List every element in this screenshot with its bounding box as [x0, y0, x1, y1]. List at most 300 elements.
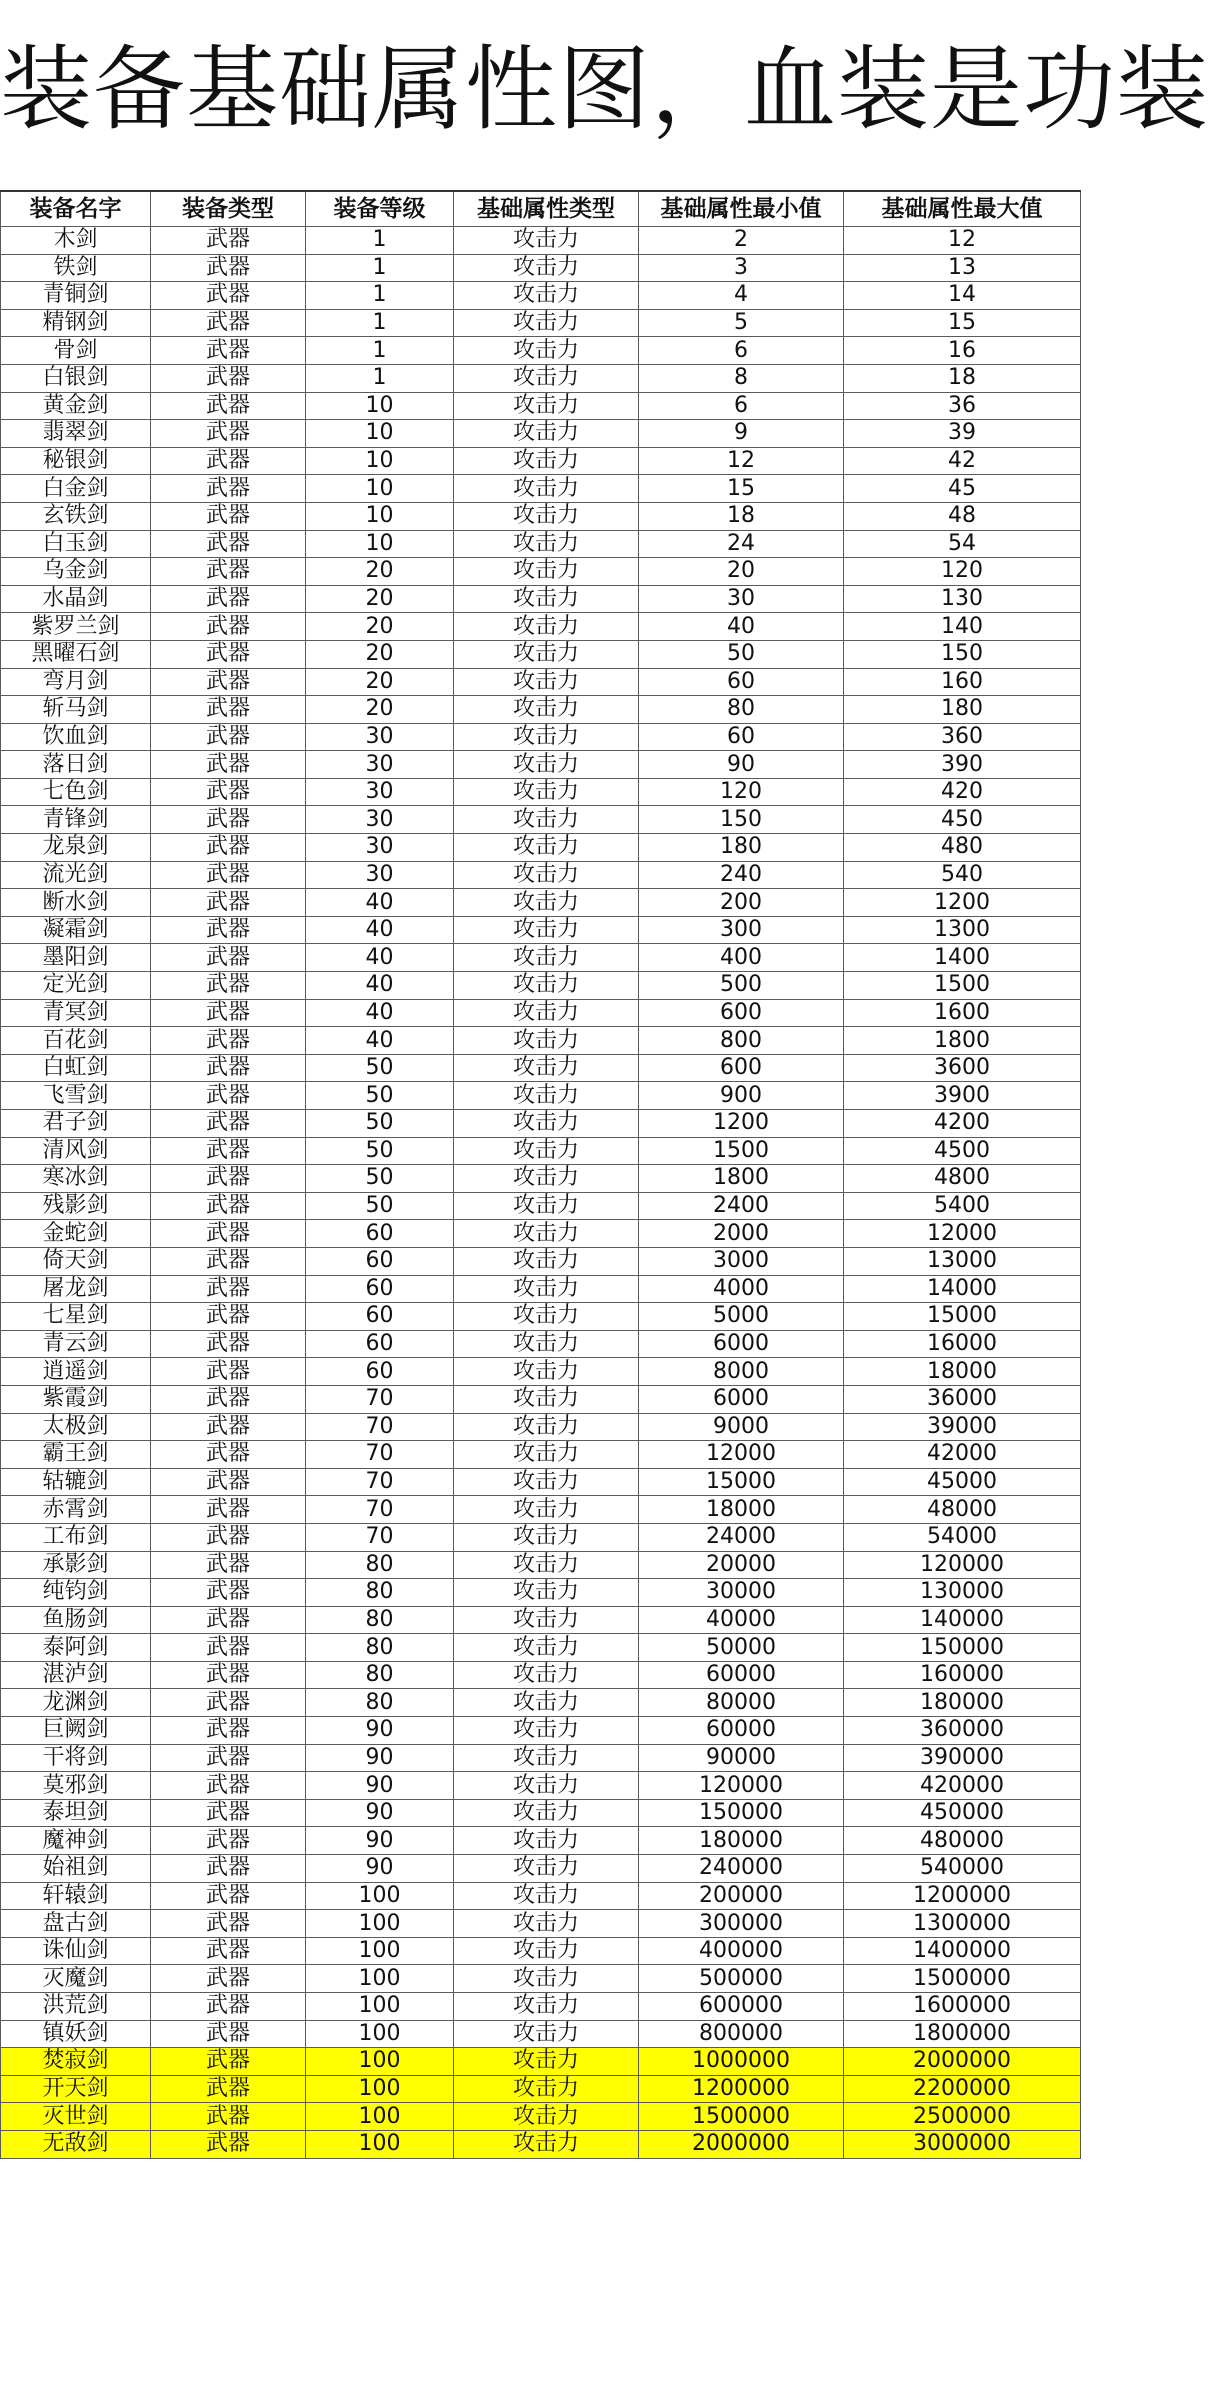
cell-attr-type[interactable]: 攻击力: [454, 1772, 639, 1800]
cell-attr-max[interactable]: 140: [844, 613, 1081, 641]
cell-name[interactable]: 太极剑: [1, 1413, 151, 1441]
cell-attr-type[interactable]: 攻击力: [454, 1882, 639, 1910]
cell-attr-max[interactable]: 16: [844, 337, 1081, 365]
cell-name[interactable]: 翡翠剑: [1, 420, 151, 448]
cell-attr-max[interactable]: 4500: [844, 1137, 1081, 1165]
cell-attr-type[interactable]: 攻击力: [454, 1717, 639, 1745]
cell-attr-min[interactable]: 3000: [639, 1247, 844, 1275]
cell-attr-min[interactable]: 5: [639, 309, 844, 337]
cell-type[interactable]: 武器: [151, 1744, 306, 1772]
cell-name[interactable]: 青铜剑: [1, 282, 151, 310]
cell-attr-max[interactable]: 12000: [844, 1220, 1081, 1248]
cell-attr-type[interactable]: 攻击力: [454, 1744, 639, 1772]
cell-attr-type[interactable]: 攻击力: [454, 1579, 639, 1607]
table-row[interactable]: [1, 254, 1081, 282]
cell-name[interactable]: 轩辕剑: [1, 1882, 151, 1910]
cell-name[interactable]: 七星剑: [1, 1303, 151, 1331]
cell-level[interactable]: 40: [306, 972, 454, 1000]
cell-type[interactable]: 武器: [151, 558, 306, 586]
cell-attr-type[interactable]: 攻击力: [454, 2075, 639, 2103]
cell-type[interactable]: 武器: [151, 1385, 306, 1413]
cell-name[interactable]: 湛泸剑: [1, 1661, 151, 1689]
cell-name[interactable]: 金蛇剑: [1, 1220, 151, 1248]
cell-level[interactable]: 20: [306, 668, 454, 696]
table-row[interactable]: [1, 806, 1081, 834]
cell-name[interactable]: 魔神剑: [1, 1827, 151, 1855]
cell-attr-min[interactable]: 1500000: [639, 2103, 844, 2131]
cell-attr-max[interactable]: 5400: [844, 1192, 1081, 1220]
table-row[interactable]: [1, 1827, 1081, 1855]
cell-name[interactable]: 工布剑: [1, 1523, 151, 1551]
table-row[interactable]: [1, 1744, 1081, 1772]
cell-level[interactable]: 90: [306, 1717, 454, 1745]
cell-type[interactable]: 武器: [151, 254, 306, 282]
cell-name[interactable]: 赤霄剑: [1, 1496, 151, 1524]
cell-attr-min[interactable]: 800: [639, 1027, 844, 1055]
cell-attr-min[interactable]: 4: [639, 282, 844, 310]
cell-attr-type[interactable]: 攻击力: [454, 1385, 639, 1413]
cell-type[interactable]: 武器: [151, 1689, 306, 1717]
header-name[interactable]: 装备名字: [1, 191, 151, 227]
cell-name[interactable]: 白虹剑: [1, 1054, 151, 1082]
cell-type[interactable]: 武器: [151, 1054, 306, 1082]
cell-name[interactable]: 逍遥剑: [1, 1358, 151, 1386]
cell-type[interactable]: 武器: [151, 1882, 306, 1910]
cell-attr-type[interactable]: 攻击力: [454, 2020, 639, 2048]
table-row[interactable]: [1, 1689, 1081, 1717]
cell-attr-type[interactable]: 攻击力: [454, 227, 639, 255]
cell-attr-max[interactable]: 130000: [844, 1579, 1081, 1607]
cell-attr-min[interactable]: 60000: [639, 1717, 844, 1745]
cell-attr-max[interactable]: 13: [844, 254, 1081, 282]
cell-attr-min[interactable]: 15: [639, 475, 844, 503]
table-row[interactable]: [1, 558, 1081, 586]
cell-attr-type[interactable]: 攻击力: [454, 1165, 639, 1193]
table-row[interactable]: [1, 1772, 1081, 1800]
cell-type[interactable]: 武器: [151, 1303, 306, 1331]
cell-type[interactable]: 武器: [151, 1027, 306, 1055]
cell-type[interactable]: 武器: [151, 530, 306, 558]
cell-level[interactable]: 20: [306, 696, 454, 724]
cell-attr-min[interactable]: 600: [639, 999, 844, 1027]
cell-type[interactable]: 武器: [151, 2048, 306, 2076]
cell-attr-min[interactable]: 4000: [639, 1275, 844, 1303]
cell-name[interactable]: 白玉剑: [1, 530, 151, 558]
cell-attr-max[interactable]: 480: [844, 834, 1081, 862]
cell-type[interactable]: 武器: [151, 696, 306, 724]
cell-type[interactable]: 武器: [151, 1165, 306, 1193]
table-row[interactable]: [1, 1799, 1081, 1827]
cell-level[interactable]: 70: [306, 1523, 454, 1551]
cell-attr-type[interactable]: 攻击力: [454, 282, 639, 310]
cell-type[interactable]: 武器: [151, 475, 306, 503]
cell-attr-max[interactable]: 480000: [844, 1827, 1081, 1855]
cell-level[interactable]: 30: [306, 806, 454, 834]
cell-name[interactable]: 轱辘剑: [1, 1468, 151, 1496]
table-row[interactable]: [1, 1027, 1081, 1055]
cell-attr-type[interactable]: 攻击力: [454, 364, 639, 392]
cell-type[interactable]: 武器: [151, 1965, 306, 1993]
cell-type[interactable]: 武器: [151, 2130, 306, 2158]
table-row[interactable]: [1, 668, 1081, 696]
cell-attr-max[interactable]: 54000: [844, 1523, 1081, 1551]
cell-attr-min[interactable]: 60000: [639, 1661, 844, 1689]
cell-attr-min[interactable]: 2400: [639, 1192, 844, 1220]
cell-type[interactable]: 武器: [151, 1910, 306, 1938]
cell-type[interactable]: 武器: [151, 1330, 306, 1358]
cell-attr-min[interactable]: 9: [639, 420, 844, 448]
cell-level[interactable]: 100: [306, 1910, 454, 1938]
table-row[interactable]: [1, 530, 1081, 558]
cell-attr-max[interactable]: 180000: [844, 1689, 1081, 1717]
cell-name[interactable]: 焚寂剑: [1, 2048, 151, 2076]
table-row[interactable]: [1, 1192, 1081, 1220]
cell-name[interactable]: 无敌剑: [1, 2130, 151, 2158]
cell-attr-type[interactable]: 攻击力: [454, 530, 639, 558]
table-row[interactable]: [1, 392, 1081, 420]
cell-level[interactable]: 50: [306, 1192, 454, 1220]
cell-attr-type[interactable]: 攻击力: [454, 1413, 639, 1441]
cell-type[interactable]: 武器: [151, 916, 306, 944]
table-row[interactable]: [1, 861, 1081, 889]
cell-attr-type[interactable]: 攻击力: [454, 1523, 639, 1551]
cell-level[interactable]: 60: [306, 1220, 454, 1248]
cell-attr-min[interactable]: 9000: [639, 1413, 844, 1441]
cell-name[interactable]: 百花剑: [1, 1027, 151, 1055]
cell-attr-type[interactable]: 攻击力: [454, 475, 639, 503]
cell-level[interactable]: 100: [306, 2075, 454, 2103]
table-row[interactable]: [1, 1110, 1081, 1138]
cell-attr-max[interactable]: 1200: [844, 889, 1081, 917]
cell-type[interactable]: 武器: [151, 420, 306, 448]
table-row[interactable]: [1, 282, 1081, 310]
cell-level[interactable]: 100: [306, 2020, 454, 2048]
cell-attr-type[interactable]: 攻击力: [454, 1054, 639, 1082]
cell-level[interactable]: 90: [306, 1744, 454, 1772]
cell-attr-max[interactable]: 36: [844, 392, 1081, 420]
cell-type[interactable]: 武器: [151, 337, 306, 365]
cell-attr-max[interactable]: 16000: [844, 1330, 1081, 1358]
cell-attr-type[interactable]: 攻击力: [454, 696, 639, 724]
cell-level[interactable]: 40: [306, 999, 454, 1027]
table-row[interactable]: [1, 447, 1081, 475]
cell-attr-type[interactable]: 攻击力: [454, 751, 639, 779]
cell-attr-type[interactable]: 攻击力: [454, 889, 639, 917]
cell-type[interactable]: 武器: [151, 1137, 306, 1165]
cell-attr-max[interactable]: 15: [844, 309, 1081, 337]
cell-attr-min[interactable]: 12: [639, 447, 844, 475]
table-row[interactable]: [1, 1937, 1081, 1965]
cell-name[interactable]: 纯钧剑: [1, 1579, 151, 1607]
cell-level[interactable]: 60: [306, 1303, 454, 1331]
cell-type[interactable]: 武器: [151, 2075, 306, 2103]
table-row[interactable]: [1, 227, 1081, 255]
cell-level[interactable]: 50: [306, 1110, 454, 1138]
cell-name[interactable]: 定光剑: [1, 972, 151, 1000]
cell-name[interactable]: 白银剑: [1, 364, 151, 392]
cell-name[interactable]: 骨剑: [1, 337, 151, 365]
cell-attr-type[interactable]: 攻击力: [454, 2130, 639, 2158]
cell-type[interactable]: 武器: [151, 1275, 306, 1303]
table-row[interactable]: [1, 420, 1081, 448]
cell-name[interactable]: 龙泉剑: [1, 834, 151, 862]
cell-attr-max[interactable]: 420000: [844, 1772, 1081, 1800]
cell-attr-min[interactable]: 40: [639, 613, 844, 641]
cell-type[interactable]: 武器: [151, 1082, 306, 1110]
cell-name[interactable]: 青云剑: [1, 1330, 151, 1358]
cell-name[interactable]: 流光剑: [1, 861, 151, 889]
cell-name[interactable]: 黄金剑: [1, 392, 151, 420]
cell-attr-min[interactable]: 50000: [639, 1634, 844, 1662]
cell-attr-type[interactable]: 攻击力: [454, 1468, 639, 1496]
cell-name[interactable]: 诛仙剑: [1, 1937, 151, 1965]
cell-attr-min[interactable]: 400: [639, 944, 844, 972]
cell-attr-max[interactable]: 160000: [844, 1661, 1081, 1689]
cell-type[interactable]: 武器: [151, 1441, 306, 1469]
table-row[interactable]: [1, 723, 1081, 751]
cell-attr-min[interactable]: 200: [639, 889, 844, 917]
cell-attr-max[interactable]: 390000: [844, 1744, 1081, 1772]
cell-type[interactable]: 武器: [151, 1827, 306, 1855]
cell-attr-type[interactable]: 攻击力: [454, 1441, 639, 1469]
cell-name[interactable]: 玄铁剑: [1, 502, 151, 530]
cell-type[interactable]: 武器: [151, 1468, 306, 1496]
cell-attr-max[interactable]: 540: [844, 861, 1081, 889]
cell-type[interactable]: 武器: [151, 1413, 306, 1441]
cell-level[interactable]: 40: [306, 916, 454, 944]
cell-level[interactable]: 60: [306, 1330, 454, 1358]
cell-name[interactable]: 墨阳剑: [1, 944, 151, 972]
cell-attr-max[interactable]: 18000: [844, 1358, 1081, 1386]
cell-level[interactable]: 100: [306, 1993, 454, 2021]
cell-name[interactable]: 木剑: [1, 227, 151, 255]
cell-attr-min[interactable]: 12000: [639, 1441, 844, 1469]
cell-attr-max[interactable]: 3600: [844, 1054, 1081, 1082]
cell-level[interactable]: 20: [306, 585, 454, 613]
cell-attr-type[interactable]: 攻击力: [454, 1082, 639, 1110]
table-row[interactable]: [1, 2075, 1081, 2103]
cell-name[interactable]: 凝霜剑: [1, 916, 151, 944]
cell-attr-min[interactable]: 1200000: [639, 2075, 844, 2103]
cell-attr-min[interactable]: 18: [639, 502, 844, 530]
cell-level[interactable]: 10: [306, 420, 454, 448]
cell-attr-max[interactable]: 1600000: [844, 1993, 1081, 2021]
cell-level[interactable]: 80: [306, 1606, 454, 1634]
table-row[interactable]: [1, 1413, 1081, 1441]
cell-attr-max[interactable]: 360: [844, 723, 1081, 751]
cell-level[interactable]: 80: [306, 1579, 454, 1607]
cell-type[interactable]: 武器: [151, 1772, 306, 1800]
table-row[interactable]: [1, 778, 1081, 806]
cell-attr-min[interactable]: 600: [639, 1054, 844, 1082]
cell-attr-type[interactable]: 攻击力: [454, 1220, 639, 1248]
table-row[interactable]: [1, 1717, 1081, 1745]
cell-attr-type[interactable]: 攻击力: [454, 723, 639, 751]
cell-attr-min[interactable]: 200000: [639, 1882, 844, 1910]
cell-attr-type[interactable]: 攻击力: [454, 337, 639, 365]
cell-name[interactable]: 黑曜石剑: [1, 640, 151, 668]
cell-type[interactable]: 武器: [151, 1496, 306, 1524]
cell-attr-type[interactable]: 攻击力: [454, 1634, 639, 1662]
cell-name[interactable]: 镇妖剑: [1, 2020, 151, 2048]
cell-type[interactable]: 武器: [151, 944, 306, 972]
cell-level[interactable]: 70: [306, 1468, 454, 1496]
table-row[interactable]: [1, 999, 1081, 1027]
cell-level[interactable]: 30: [306, 778, 454, 806]
cell-level[interactable]: 1: [306, 282, 454, 310]
cell-name[interactable]: 乌金剑: [1, 558, 151, 586]
cell-type[interactable]: 武器: [151, 778, 306, 806]
cell-name[interactable]: 白金剑: [1, 475, 151, 503]
cell-type[interactable]: 武器: [151, 282, 306, 310]
cell-level[interactable]: 100: [306, 2048, 454, 2076]
cell-attr-min[interactable]: 30: [639, 585, 844, 613]
cell-type[interactable]: 武器: [151, 613, 306, 641]
table-row[interactable]: [1, 585, 1081, 613]
cell-name[interactable]: 泰阿剑: [1, 1634, 151, 1662]
cell-attr-min[interactable]: 1200: [639, 1110, 844, 1138]
cell-attr-min[interactable]: 60: [639, 668, 844, 696]
cell-name[interactable]: 精钢剑: [1, 309, 151, 337]
cell-attr-type[interactable]: 攻击力: [454, 420, 639, 448]
cell-attr-min[interactable]: 2: [639, 227, 844, 255]
cell-level[interactable]: 70: [306, 1385, 454, 1413]
cell-attr-max[interactable]: 12: [844, 227, 1081, 255]
cell-level[interactable]: 10: [306, 530, 454, 558]
cell-attr-type[interactable]: 攻击力: [454, 861, 639, 889]
cell-name[interactable]: 饮血剑: [1, 723, 151, 751]
table-row[interactable]: [1, 889, 1081, 917]
cell-type[interactable]: 武器: [151, 2103, 306, 2131]
cell-attr-max[interactable]: 140000: [844, 1606, 1081, 1634]
cell-type[interactable]: 武器: [151, 1717, 306, 1745]
cell-level[interactable]: 20: [306, 613, 454, 641]
cell-attr-min[interactable]: 240: [639, 861, 844, 889]
cell-name[interactable]: 水晶剑: [1, 585, 151, 613]
cell-attr-type[interactable]: 攻击力: [454, 640, 639, 668]
cell-attr-max[interactable]: 48: [844, 502, 1081, 530]
table-row[interactable]: [1, 337, 1081, 365]
cell-attr-max[interactable]: 14000: [844, 1275, 1081, 1303]
cell-attr-type[interactable]: 攻击力: [454, 1965, 639, 1993]
cell-name[interactable]: 落日剑: [1, 751, 151, 779]
cell-attr-type[interactable]: 攻击力: [454, 1799, 639, 1827]
cell-level[interactable]: 60: [306, 1358, 454, 1386]
cell-attr-max[interactable]: 3900: [844, 1082, 1081, 1110]
table-row[interactable]: [1, 613, 1081, 641]
cell-attr-min[interactable]: 900: [639, 1082, 844, 1110]
cell-attr-type[interactable]: 攻击力: [454, 1137, 639, 1165]
cell-attr-max[interactable]: 1200000: [844, 1882, 1081, 1910]
cell-attr-min[interactable]: 800000: [639, 2020, 844, 2048]
cell-attr-max[interactable]: 39000: [844, 1413, 1081, 1441]
cell-attr-type[interactable]: 攻击力: [454, 1110, 639, 1138]
table-row[interactable]: [1, 1496, 1081, 1524]
cell-level[interactable]: 60: [306, 1275, 454, 1303]
cell-attr-max[interactable]: 1500000: [844, 1965, 1081, 1993]
table-row[interactable]: [1, 475, 1081, 503]
cell-type[interactable]: 武器: [151, 1247, 306, 1275]
cell-level[interactable]: 70: [306, 1496, 454, 1524]
table-row[interactable]: [1, 1468, 1081, 1496]
cell-attr-max[interactable]: 18: [844, 364, 1081, 392]
cell-attr-max[interactable]: 1800: [844, 1027, 1081, 1055]
cell-level[interactable]: 80: [306, 1551, 454, 1579]
cell-attr-min[interactable]: 6000: [639, 1330, 844, 1358]
cell-attr-type[interactable]: 攻击力: [454, 1551, 639, 1579]
cell-level[interactable]: 20: [306, 558, 454, 586]
table-row[interactable]: [1, 502, 1081, 530]
cell-type[interactable]: 武器: [151, 889, 306, 917]
cell-attr-type[interactable]: 攻击力: [454, 392, 639, 420]
table-row[interactable]: [1, 1303, 1081, 1331]
cell-attr-max[interactable]: 3000000: [844, 2130, 1081, 2158]
cell-attr-max[interactable]: 150000: [844, 1634, 1081, 1662]
cell-level[interactable]: 40: [306, 944, 454, 972]
cell-attr-min[interactable]: 150: [639, 806, 844, 834]
cell-attr-type[interactable]: 攻击力: [454, 1303, 639, 1331]
table-row[interactable]: [1, 1606, 1081, 1634]
cell-attr-type[interactable]: 攻击力: [454, 834, 639, 862]
cell-attr-type[interactable]: 攻击力: [454, 1661, 639, 1689]
table-row[interactable]: [1, 1441, 1081, 1469]
cell-attr-min[interactable]: 300: [639, 916, 844, 944]
cell-attr-min[interactable]: 150000: [639, 1799, 844, 1827]
cell-attr-type[interactable]: 攻击力: [454, 2048, 639, 2076]
table-row[interactable]: [1, 1220, 1081, 1248]
cell-attr-max[interactable]: 120: [844, 558, 1081, 586]
cell-attr-type[interactable]: 攻击力: [454, 309, 639, 337]
cell-attr-type[interactable]: 攻击力: [454, 1358, 639, 1386]
cell-attr-min[interactable]: 2000: [639, 1220, 844, 1248]
cell-attr-min[interactable]: 3: [639, 254, 844, 282]
table-row[interactable]: [1, 1082, 1081, 1110]
cell-attr-max[interactable]: 2200000: [844, 2075, 1081, 2103]
table-row[interactable]: [1, 1054, 1081, 1082]
cell-type[interactable]: 武器: [151, 1551, 306, 1579]
cell-attr-min[interactable]: 240000: [639, 1855, 844, 1883]
cell-attr-type[interactable]: 攻击力: [454, 806, 639, 834]
cell-type[interactable]: 武器: [151, 585, 306, 613]
table-row[interactable]: [1, 2130, 1081, 2158]
cell-name[interactable]: 霸王剑: [1, 1441, 151, 1469]
table-row[interactable]: [1, 1330, 1081, 1358]
header-attr-min[interactable]: 基础属性最小值: [639, 191, 844, 227]
cell-name[interactable]: 盘古剑: [1, 1910, 151, 1938]
cell-attr-min[interactable]: 50: [639, 640, 844, 668]
cell-name[interactable]: 开天剑: [1, 2075, 151, 2103]
cell-type[interactable]: 武器: [151, 723, 306, 751]
table-row[interactable]: [1, 2103, 1081, 2131]
cell-name[interactable]: 斩马剑: [1, 696, 151, 724]
cell-attr-min[interactable]: 300000: [639, 1910, 844, 1938]
cell-name[interactable]: 干将剑: [1, 1744, 151, 1772]
table-row[interactable]: [1, 364, 1081, 392]
table-row[interactable]: [1, 1165, 1081, 1193]
table-row[interactable]: [1, 1579, 1081, 1607]
cell-type[interactable]: 武器: [151, 1110, 306, 1138]
table-row[interactable]: [1, 1882, 1081, 1910]
cell-level[interactable]: 1: [306, 254, 454, 282]
cell-level[interactable]: 60: [306, 1247, 454, 1275]
cell-attr-type[interactable]: 攻击力: [454, 1247, 639, 1275]
cell-attr-type[interactable]: 攻击力: [454, 1496, 639, 1524]
table-row[interactable]: [1, 1358, 1081, 1386]
table-row[interactable]: [1, 1910, 1081, 1938]
cell-type[interactable]: 武器: [151, 1993, 306, 2021]
cell-name[interactable]: 紫霞剑: [1, 1385, 151, 1413]
cell-attr-max[interactable]: 1600: [844, 999, 1081, 1027]
